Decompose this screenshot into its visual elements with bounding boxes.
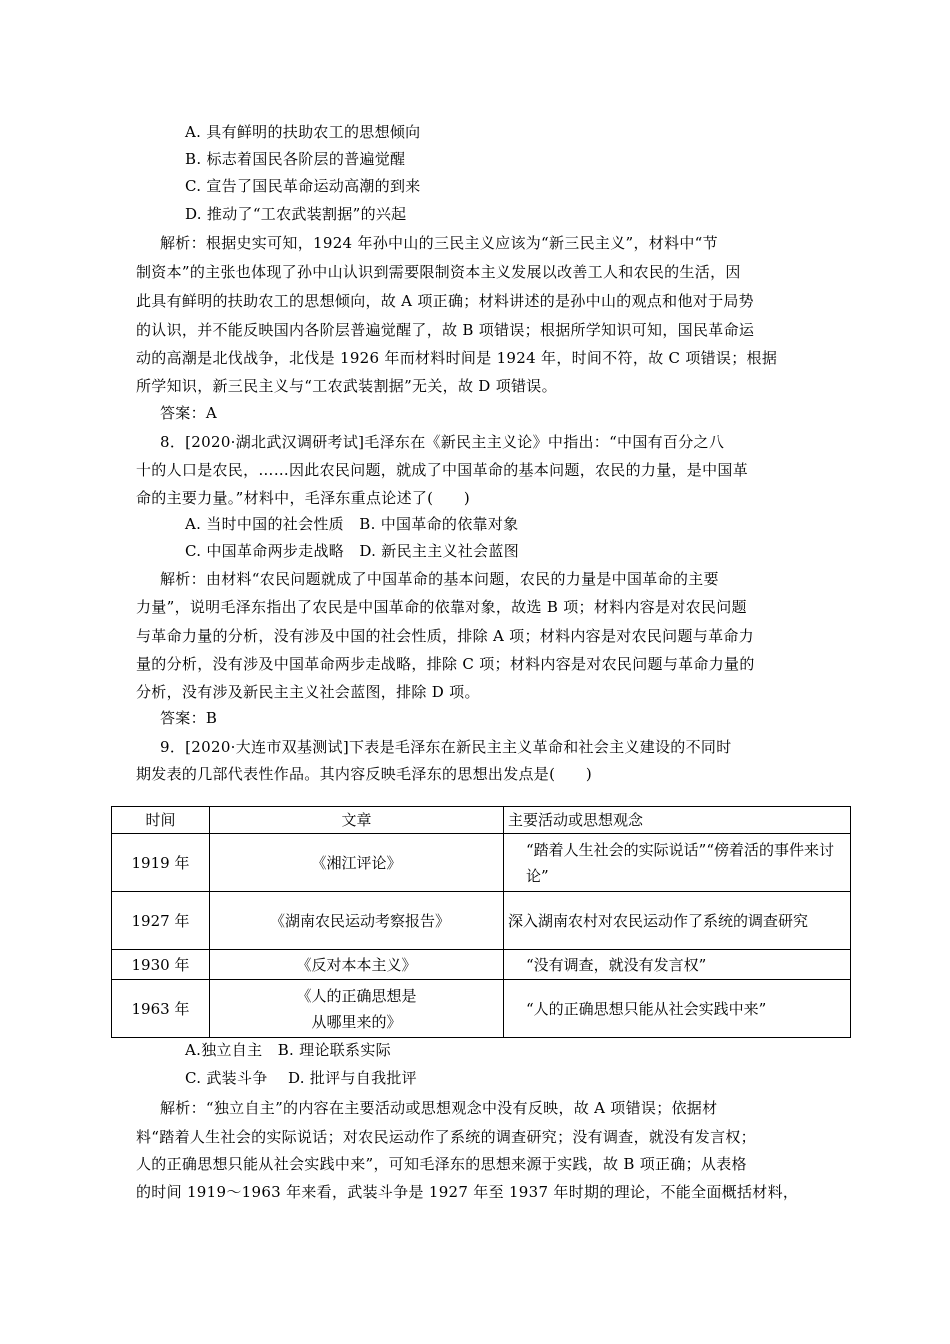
q7-analysis-line: 制资本”的主张也体现了孙中山认识到需要限制资本主义发展以改善工人和农民的生活，因 [136,263,741,281]
q8-analysis-line: 力量”，说明毛泽东指出了农民是中国革命的依靠对象，故选 B 项；材料内容是对农民问题 [136,598,747,616]
q9-analysis-line: 料“踏着人生社会的实际说话；对农民运动作了系统的调查研究；没有调查，就没有发言权； [136,1128,756,1146]
q8-analysis-line: 量的分析，没有涉及中国革命两步走战略，排除 C 项；材料内容是对农民问题与革命力量的 [136,655,755,673]
q7-answer: 答案：A [160,404,218,422]
table-header-row [112,807,851,834]
q8-options-ab: A. 当时中国的社会性质 B. 中国革命的依靠对象 [185,515,519,533]
q9-stem-line: 期发表的几部代表性作品。其内容反映毛泽东的思想出发点是( ) [136,765,593,783]
q9-options-ab: A.独立自主 B. 理论联系实际 [185,1041,391,1059]
q8-stem-line: 命的主要力量。”材料中，毛泽东重点论述了( ) [136,489,471,507]
q8-answer: 答案：B [160,709,218,727]
table-cell-article: 《湘江评论》 [210,834,504,892]
table-cell-year: 1927 年 [112,892,210,950]
table-cell-article: 《湖南农民运动考察报告》 [210,892,504,950]
table-row [112,892,851,950]
q8-analysis-line: 解析：由材料“农民问题就成了中国革命的基本问题，农民的力量是中国革命的主要 [160,570,719,588]
table-cell-article: 《反对本本主义》 [210,950,504,980]
q7-option-b: B. 标志着国民各阶层的普遍觉醒 [185,150,406,168]
table-cell-idea: 深入湖南农村对农民运动作了系统的调查研究 [504,892,851,950]
q7-analysis-line: 所学知识，新三民主义与“工农武装割据”无关，故 D 项错误。 [136,377,557,395]
table-row [112,980,851,1038]
table-cell-year: 1963 年 [112,980,210,1038]
q7-analysis-line: 动的高潮是北伐战争，北伐是 1926 年而材料时间是 1924 年，时间不符，故 C 项错误；根据 [136,349,778,367]
works-table [111,806,851,1038]
q7-option-d: D. 推动了“工农武装割据”的兴起 [185,205,407,223]
q8-analysis-line: 与革命力量的分析，没有涉及中国的社会性质，排除 A 项；材料内容是对农民问题与革命力 [136,627,754,645]
q9-options-cd: C. 武装斗争 D. 批评与自我批评 [185,1069,417,1087]
table-cell-year: 1930 年 [112,950,210,980]
q8-stem-line: 8．[2020·湖北武汉调研考试]毛泽东在《新民主主义论》中指出：“中国有百分之八 [160,433,725,451]
table-header: 时间 [112,807,210,834]
table-cell-idea: “没有调查，就没有发言权” [504,950,851,980]
q9-analysis-line: 人的正确思想只能从社会实践中来”，可知毛泽东的思想来源于实践，故 B 项正确；从表格 [136,1155,747,1173]
table-header: 文章 [210,807,504,834]
table-header: 主要活动或思想观念 [504,807,851,834]
q9-stem-line: 9．[2020·大连市双基测试]下表是毛泽东在新民主主义革命和社会主义建设的不同时 [160,738,732,756]
q7-option-c: C. 宣告了国民革命运动高潮的到来 [185,177,421,195]
table-cell-idea: “人的正确思想只能从社会实践中来” [504,980,851,1038]
q7-analysis-line: 解析：根据史实可知，1924 年孙中山的三民主义应该为“新三民主义”，材料中“节 [160,234,718,252]
table-cell-idea: “踏着人生社会的实际说话”“傍着活的事件来讨论” [504,834,851,892]
q8-stem-line: 十的人口是农民，……因此农民问题，就成了中国革命的基本问题，农民的力量，是中国革 [136,461,749,479]
q9-analysis-line: 解析：“独立自主”的内容在主要活动或思想观念中没有反映，故 A 项错误；依据材 [160,1099,718,1117]
q7-analysis-line: 此具有鲜明的扶助农工的思想倾向，故 A 项正确；材料讲述的是孙中山的观点和他对于局势 [136,292,754,310]
table-cell-article: 《人的正确思想是从哪里来的》 [210,980,504,1038]
q8-options-cd: C. 中国革命两步走战略 D. 新民主主义社会蓝图 [185,542,520,560]
q7-option-a: A. 具有鲜明的扶助农工的思想倾向 [185,123,421,141]
q9-analysis-line: 的时间 1919～1963 年来看，武装斗争是 1927 年至 1937 年时期的理论，不能全面概括材料， [136,1183,799,1201]
table-row [112,834,851,892]
table-row [112,950,851,980]
q8-analysis-line: 分析，没有涉及新民主主义社会蓝图，排除 D 项。 [136,683,480,701]
table-cell-year: 1919 年 [112,834,210,892]
q7-analysis-line: 的认识，并不能反映国内各阶层普遍觉醒了，故 B 项错误；根据所学知识可知，国民革命运 [136,321,755,339]
